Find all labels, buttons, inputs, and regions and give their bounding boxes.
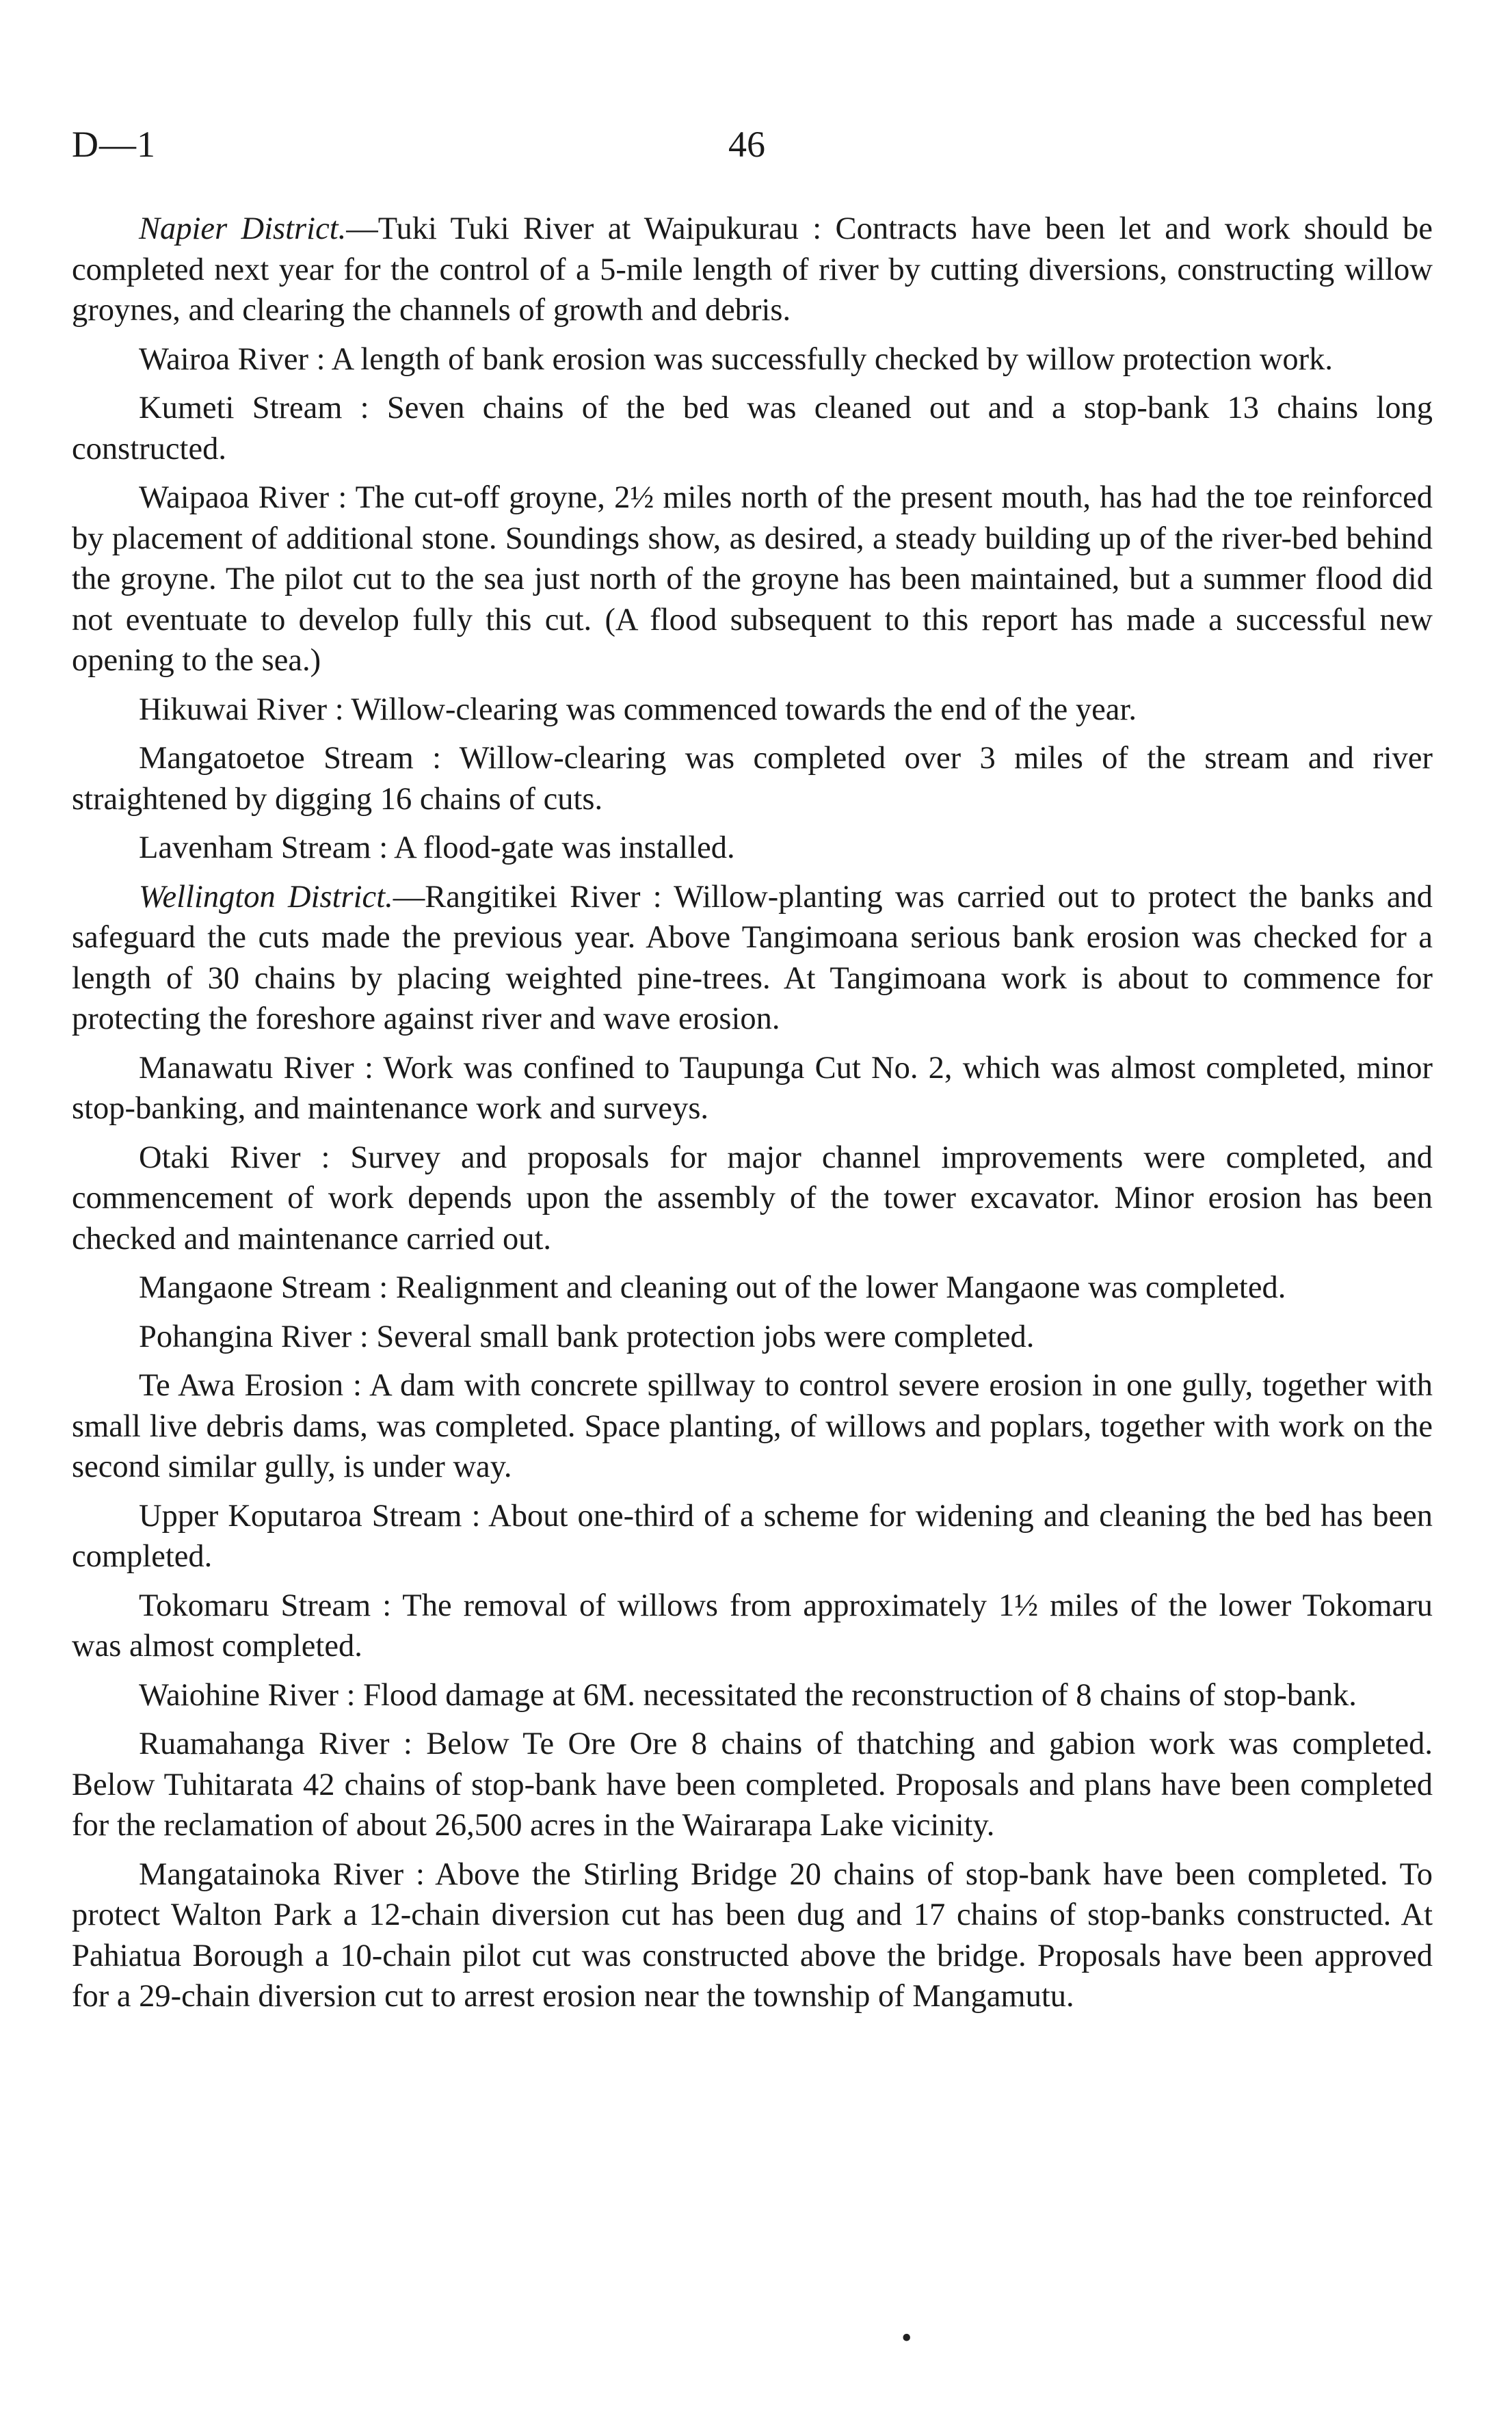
- paragraph-text: —Rangitikei River : Willow-planting was carried out to protect the banks and safeguard the cuts made the previous year. Above Tangimoana serious bank erosion was checked for a length of 30 chains by placing weighted pine-trees. At Tangimoana work is about to commence for protecting the foreshore against river and wave erosion.: [72, 879, 1433, 1036]
- paragraph-text: Lavenham Stream : A flood-gate was installed.: [139, 830, 735, 865]
- paragraph-text: Kumeti Stream : Seven chains of the bed was cleaned out and a stop-bank 13 chains long constructed.: [72, 391, 1433, 466]
- paragraph-text: Otaki River : Survey and proposals for major channel improvements were completed, and commencement of work depends upon the assembly of the tower excavator. Minor erosion has been checked and maintenance carried out.: [72, 1140, 1433, 1257]
- paragraph-text: Hikuwai River : Willow-clearing was commenced towards the end of the year.: [139, 692, 1137, 727]
- paragraph-text: Waiohine River : Flood damage at 6M. necessitated the reconstruction of 8 chains of stop-bank.: [139, 1677, 1357, 1713]
- paragraph-lavenham-stream: [72, 828, 1433, 869]
- paragraph-text: Tokomaru Stream : The removal of willows from approximately 1½ miles of the lower Tokomaru was almost completed.: [72, 1588, 1433, 1664]
- paragraph-waiohine-river: [72, 1675, 1433, 1716]
- paragraph-text: Mangatoetoe Stream : Willow-clearing was completed over 3 miles of the stream and river straightened by digging 16 chains of cuts.: [72, 741, 1433, 817]
- page-header: [72, 123, 1433, 171]
- paragraph-napier-tuki-tuki: [72, 209, 1433, 331]
- paragraph-mangatoetoe-stream: [72, 738, 1433, 819]
- paragraph-text: Pohangina River : Several small bank protection jobs were completed.: [139, 1319, 1035, 1354]
- paragraph-pohangina-river: [72, 1317, 1433, 1358]
- paragraph-text: Te Awa Erosion : A dam with concrete spillway to control severe erosion in one gully, together with small live debris dams, was completed. Space planting, of willows and poplars, together with work on the second similar gully, is under way.: [72, 1368, 1433, 1484]
- paragraph-hikuwai-river: [72, 689, 1433, 731]
- paragraph-upper-koputaroa-stream: [72, 1496, 1433, 1577]
- paragraph-te-awa-erosion: [72, 1365, 1433, 1488]
- paragraph-text: Ruamahanga River : Below Te Ore Ore 8 chains of thatching and gabion work was completed. Below Tuhitarata 42 chains of stop-bank have been completed. Proposals and plans have been completed for the reclamation of about 26,500 acres in the Wairarapa Lake vicinity.: [72, 1726, 1433, 1843]
- paragraph-wellington-rangitikei: [72, 877, 1433, 1040]
- paragraph-ruamahanga-river: [72, 1724, 1433, 1846]
- paragraph-wairoa-river: [72, 339, 1433, 380]
- district-heading: Napier District.: [139, 211, 347, 246]
- paragraph-tokomaru-stream: [72, 1586, 1433, 1667]
- footer-mark: •: [901, 2321, 912, 2354]
- paragraph-text: Wairoa River : A length of bank erosion was successfully checked by willow protection work.: [139, 341, 1334, 377]
- paragraph-text: —Tuki Tuki River at Waipukurau : Contracts have been let and work should be completed next year for the control of a 5-mile length of river by cutting diversions, constructing willow groynes, and clearing the channels of growth and debris.: [72, 211, 1433, 328]
- document-code: D—1: [72, 124, 156, 165]
- paragraph-otaki-river: [72, 1138, 1433, 1260]
- paragraph-text: Upper Koputaroa Stream : About one-third of a scheme for widening and cleaning the bed has been completed.: [72, 1498, 1433, 1574]
- paragraph-text: Mangaone Stream : Realignment and cleaning out of the lower Mangaone was completed.: [139, 1270, 1286, 1305]
- paragraph-manawatu-river: [72, 1048, 1433, 1129]
- paragraph-waipaoa-river: [72, 477, 1433, 681]
- paragraph-mangatainoka-river: [72, 1854, 1433, 2017]
- paragraph-kumeti-stream: [72, 388, 1433, 469]
- district-heading: Wellington District.: [139, 879, 393, 915]
- paragraph-mangaone-stream: [72, 1267, 1433, 1309]
- page-number: 46: [728, 124, 765, 165]
- paragraph-text: Waipaoa River : The cut-off groyne, 2½ miles north of the present mouth, has had the toe reinforced by placement of additional stone. Soundings show, as desired, a steady building up of the river-bed behind the groyne. The pilot cut to the sea just north of the groyne has been maintained, but a summer flood did not eventuate to develop fully this cut. (A flood subsequent to this report has made a successful new opening to the sea.): [72, 480, 1433, 678]
- paragraph-text: Manawatu River : Work was confined to Taupunga Cut No. 2, which was almost completed, minor stop-banking, and maintenance work and surveys.: [72, 1050, 1433, 1126]
- report-body: [72, 209, 1433, 2025]
- paragraph-text: Mangatainoka River : Above the Stirling Bridge 20 chains of stop-bank have been completed. To protect Walton Park a 12-chain diversion cut has been dug and 17 chains of stop-banks constructed. At Pahiatua Borough a 10-chain pilot cut was constructed above the bridge. Proposals have been approved for a 29-chain diversion cut to arrest erosion near the township of Mangamutu.: [72, 1856, 1433, 2014]
